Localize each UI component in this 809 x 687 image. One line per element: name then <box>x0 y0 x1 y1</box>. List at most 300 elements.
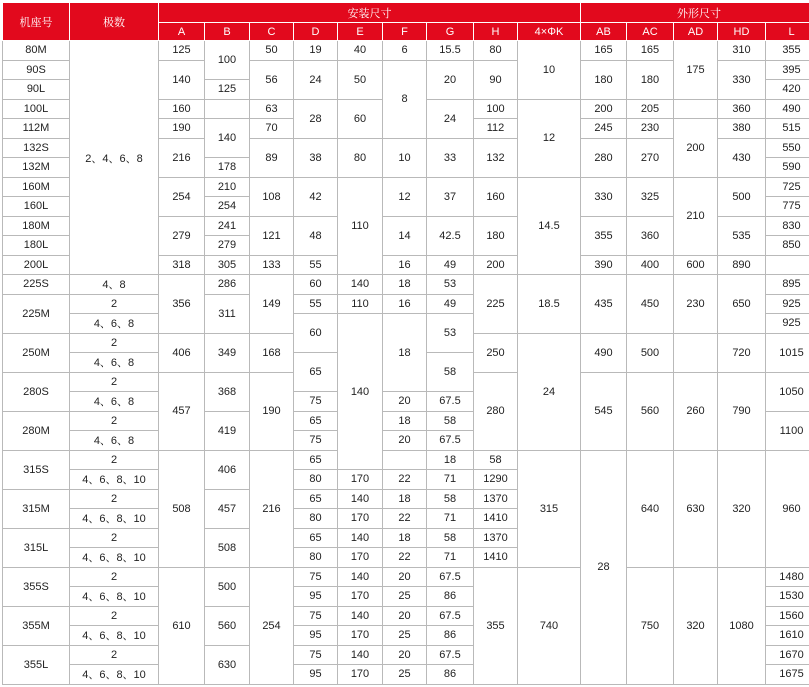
cell-e: 170 <box>338 626 383 646</box>
cell-k: 28 <box>581 450 627 684</box>
header-col-g: G <box>427 23 474 41</box>
cell-hd: 790 <box>718 372 766 450</box>
cell-a: 140 <box>159 60 205 99</box>
cell-a: 254 <box>159 177 205 216</box>
cell-f: 22 <box>383 548 427 568</box>
cell-l: 515 <box>766 119 809 139</box>
cell-d: 80 <box>294 509 338 529</box>
cell-a: 356 <box>159 275 205 334</box>
cell-g: 53 <box>427 275 474 295</box>
header-col-a: A <box>159 23 205 41</box>
cell-hd: 1080 <box>718 567 766 684</box>
cell-ac: 270 <box>627 138 674 177</box>
header-install-group: 安装尺寸 <box>159 3 581 23</box>
cell-c: 190 <box>250 372 294 450</box>
cell-l: 1480 <box>766 567 809 587</box>
cell-l: 925 <box>766 314 809 334</box>
poles-cell: 4、6、8、10 <box>70 587 159 607</box>
cell-ab: 180 <box>581 60 627 99</box>
cell-ad: 200 <box>674 119 718 178</box>
cell-b: 140 <box>205 119 250 158</box>
cell-c: 254 <box>250 567 294 684</box>
cell-ad <box>674 333 718 372</box>
cell-h: 160 <box>474 177 518 216</box>
cell-e: 170 <box>338 509 383 529</box>
cell-ab: 355 <box>581 216 627 255</box>
cell-e: 140 <box>338 567 383 587</box>
cell-f: 18 <box>383 314 427 392</box>
cell-c: 63 <box>250 99 294 119</box>
cell-l: 1100 <box>766 411 809 450</box>
cell-a: 610 <box>159 567 205 684</box>
cell-g: 58 <box>427 411 474 431</box>
cell-b: 630 <box>205 645 250 684</box>
cell-b: 508 <box>205 528 250 567</box>
cell-f: 25 <box>383 626 427 646</box>
frame-cell: 132S <box>3 138 70 158</box>
table-row <box>3 275 809 295</box>
cell-b: 406 <box>205 450 250 489</box>
header-col-ac: AC <box>627 23 674 41</box>
cell-ac: 325 <box>627 177 674 216</box>
poles-cell: 4、6、8 <box>70 392 159 412</box>
cell-e: 50 <box>338 60 383 99</box>
cell-f: 16 <box>383 255 427 275</box>
poles-cell: 4、6、8 <box>70 314 159 334</box>
cell-f: 20 <box>383 606 427 626</box>
cell-hd: 310 <box>718 41 766 61</box>
cell-l: 1370 <box>474 489 518 509</box>
cell-h: 355 <box>474 567 518 684</box>
frame-cell: 160M <box>3 177 70 197</box>
frame-cell: 160L <box>3 197 70 217</box>
cell-ab: 165 <box>581 41 627 61</box>
cell-ac: 500 <box>627 333 674 372</box>
cell-b: 210 <box>205 177 250 197</box>
poles-cell: 2 <box>70 489 159 509</box>
cell-b: 349 <box>205 333 250 372</box>
cell-b: 286 <box>205 275 250 295</box>
frame-cell: 180M <box>3 216 70 236</box>
cell-c: 56 <box>250 60 294 99</box>
cell-h: 200 <box>474 255 518 275</box>
cell-d: 65 <box>294 528 338 548</box>
cell-e: 110 <box>338 294 383 314</box>
cell-ab: 545 <box>581 372 627 450</box>
cell-g: 86 <box>427 626 474 646</box>
cell-d: 95 <box>294 626 338 646</box>
cell-b <box>205 99 250 119</box>
cell-b: 279 <box>205 236 250 256</box>
cell-c: 168 <box>250 333 294 372</box>
cell-h: 225 <box>474 275 518 334</box>
cell-ad <box>674 99 718 119</box>
poles-cell: 2 <box>70 528 159 548</box>
cell-l: 1675 <box>766 665 809 685</box>
cell-h: 132 <box>474 138 518 177</box>
cell-b: 178 <box>205 158 250 178</box>
poles-cell: 4、6、8、10 <box>70 470 159 490</box>
cell-d: 65 <box>294 450 338 470</box>
cell-e: 40 <box>338 41 383 61</box>
cell-ab: 435 <box>581 275 627 334</box>
cell-k: 18.5 <box>518 275 581 334</box>
frame-cell: 180L <box>3 236 70 256</box>
cell-a: 406 <box>159 333 205 372</box>
cell-ac: 750 <box>627 567 674 684</box>
header-col-f: F <box>383 23 427 41</box>
poles-cell: 4、6、8、10 <box>70 626 159 646</box>
cell-l: 1560 <box>766 606 809 626</box>
cell-d: 75 <box>294 431 338 451</box>
cell-e: 170 <box>338 587 383 607</box>
cell-g: 49 <box>427 255 474 275</box>
cell-g: 58 <box>427 528 474 548</box>
cell-e: 80 <box>338 138 383 177</box>
frame-cell: 355L <box>3 645 70 684</box>
cell-l: 725 <box>766 177 809 197</box>
poles-cell: 4、6、8、10 <box>70 509 159 529</box>
cell-e: 140 <box>338 489 383 509</box>
cell-l: 1410 <box>474 548 518 568</box>
poles-cell: 4、6、8、10 <box>70 548 159 568</box>
cell-hd: 330 <box>718 60 766 99</box>
frame-cell: 112M <box>3 119 70 139</box>
cell-f: 14 <box>383 216 427 255</box>
frame-cell: 355M <box>3 606 70 645</box>
cell-g: 86 <box>427 665 474 685</box>
header-frame: 机座号 <box>3 3 70 41</box>
cell-f: 18 <box>383 275 427 295</box>
cell-f: 25 <box>383 665 427 685</box>
cell-c: 216 <box>250 450 294 567</box>
header-col-c: C <box>250 23 294 41</box>
cell-g: 67.5 <box>427 606 474 626</box>
frame-cell: 225M <box>3 294 70 333</box>
cell-g: 58 <box>474 450 518 470</box>
cell-a: 125 <box>159 41 205 61</box>
cell-ac: 630 <box>674 450 718 567</box>
cell-e: 140 <box>338 528 383 548</box>
frame-cell: 90L <box>3 80 70 100</box>
cell-f: 22 <box>383 470 427 490</box>
cell-ab: 280 <box>581 138 627 177</box>
table-row <box>3 450 809 470</box>
cell-e: 140 <box>338 314 383 470</box>
frame-cell: 315M <box>3 489 70 528</box>
cell-d: 55 <box>294 294 338 314</box>
cell-h: 80 <box>474 41 518 61</box>
frame-cell: 100L <box>3 99 70 119</box>
cell-g: 67.5 <box>427 431 474 451</box>
cell-l: 1015 <box>766 333 809 372</box>
cell-h: 280 <box>474 372 518 450</box>
cell-c: 50 <box>250 41 294 61</box>
cell-h: 180 <box>474 216 518 255</box>
cell-d: 95 <box>294 587 338 607</box>
header-col-h: H <box>474 23 518 41</box>
frame-cell: 280M <box>3 411 70 450</box>
cell-ad: 210 <box>674 177 718 255</box>
cell-e: 60 <box>338 99 383 138</box>
cell-l: 490 <box>766 99 809 119</box>
cell-g: 37 <box>427 177 474 216</box>
cell-b: 125 <box>205 80 250 100</box>
cell-b: 241 <box>205 216 250 236</box>
cell-a: 160 <box>159 99 205 119</box>
cell-ab: 200 <box>581 99 627 119</box>
cell-g: 86 <box>427 587 474 607</box>
cell-c: 133 <box>250 255 294 275</box>
frame-cell: 250M <box>3 333 70 372</box>
cell-b: 311 <box>205 294 250 333</box>
header-col-b: B <box>205 23 250 41</box>
cell-ad: 320 <box>718 450 766 567</box>
poles-cell: 4、6、8、10 <box>70 665 159 685</box>
cell-b: 305 <box>205 255 250 275</box>
cell-e: 140 <box>338 275 383 295</box>
cell-g: 67.5 <box>427 645 474 665</box>
cell-g: 15.5 <box>427 41 474 61</box>
frame-cell: 315S <box>3 450 70 489</box>
table-row <box>3 41 809 61</box>
cell-hd: 500 <box>718 177 766 216</box>
cell-a: 190 <box>159 119 205 139</box>
header-poles: 极数 <box>70 3 159 41</box>
cell-ac: 450 <box>627 275 674 334</box>
header-col-e: E <box>338 23 383 41</box>
cell-h: 90 <box>474 60 518 99</box>
cell-l: 830 <box>766 216 809 236</box>
cell-c: 121 <box>250 216 294 255</box>
cell-g: 67.5 <box>427 567 474 587</box>
cell-c: 89 <box>250 138 294 177</box>
cell-f: 16 <box>383 294 427 314</box>
cell-e: 140 <box>338 606 383 626</box>
cell-d: 55 <box>294 255 338 275</box>
frame-cell: 315L <box>3 528 70 567</box>
cell-b: 457 <box>205 489 250 528</box>
frame-cell: 90S <box>3 60 70 80</box>
cell-l: 355 <box>766 41 809 61</box>
header-col-k: 4×ΦK <box>518 23 581 41</box>
cell-a: 457 <box>159 372 205 450</box>
poles-cell: 2 <box>70 450 159 470</box>
table-row <box>3 567 809 587</box>
cell-g: 58 <box>427 489 474 509</box>
cell-f: 10 <box>383 138 427 177</box>
cell-f: 12 <box>383 177 427 216</box>
cell-f: 20 <box>383 431 427 451</box>
cell-h: 100 <box>474 99 518 119</box>
cell-a: 318 <box>159 255 205 275</box>
cell-hd: 960 <box>766 450 809 567</box>
cell-d: 75 <box>294 606 338 626</box>
cell-g: 49 <box>427 294 474 314</box>
cell-b: 368 <box>205 372 250 411</box>
cell-f: 20 <box>383 567 427 587</box>
cell-d: 65 <box>294 353 338 392</box>
cell-l: 925 <box>766 294 809 314</box>
cell-e <box>383 450 427 470</box>
dimension-table <box>2 2 809 685</box>
cell-ac: 360 <box>627 216 674 255</box>
cell-g: 42.5 <box>427 216 474 255</box>
cell-ac: 560 <box>627 372 674 450</box>
cell-c: 70 <box>250 119 294 139</box>
cell-a: 279 <box>159 216 205 255</box>
cell-g: 58 <box>427 353 474 392</box>
cell-d: 19 <box>294 41 338 61</box>
cell-g: 24 <box>427 99 474 138</box>
cell-e: 140 <box>338 645 383 665</box>
cell-ab: 490 <box>581 333 627 372</box>
cell-b: 560 <box>205 606 250 645</box>
cell-d: 42 <box>294 177 338 216</box>
poles-cell: 2、4、6、8 <box>70 41 159 275</box>
cell-ab: 390 <box>581 255 627 275</box>
cell-l: 1410 <box>474 509 518 529</box>
cell-f: 20 <box>383 645 427 665</box>
cell-l: 1610 <box>766 626 809 646</box>
cell-a: 508 <box>159 450 205 567</box>
cell-l: 775 <box>766 197 809 217</box>
cell-l: 550 <box>766 138 809 158</box>
cell-g: 71 <box>427 509 474 529</box>
cell-d: 75 <box>294 645 338 665</box>
poles-cell: 2 <box>70 645 159 665</box>
cell-f: 8 <box>383 60 427 138</box>
cell-a: 216 <box>159 138 205 177</box>
cell-b: 500 <box>205 567 250 606</box>
cell-ab: 330 <box>581 177 627 216</box>
cell-l: 1050 <box>766 372 809 411</box>
cell-h: 112 <box>474 119 518 139</box>
cell-e: 170 <box>338 548 383 568</box>
frame-cell: 225S <box>3 275 70 295</box>
poles-cell: 2 <box>70 606 159 626</box>
poles-cell: 4、6、8 <box>70 431 159 451</box>
cell-g: 71 <box>427 548 474 568</box>
cell-k: 24 <box>518 333 581 450</box>
cell-d: 95 <box>294 665 338 685</box>
cell-f: 18 <box>383 489 427 509</box>
cell-f: 6 <box>383 41 427 61</box>
cell-l: 590 <box>766 158 809 178</box>
cell-d: 28 <box>294 99 338 138</box>
frame-cell: 132M <box>3 158 70 178</box>
poles-cell: 2 <box>70 567 159 587</box>
poles-cell: 4、6、8 <box>70 353 159 373</box>
cell-ab: 740 <box>518 567 581 684</box>
cell-ac: 205 <box>627 99 674 119</box>
cell-d: 60 <box>294 314 338 353</box>
cell-ad: 230 <box>674 275 718 334</box>
frame-cell: 280S <box>3 372 70 411</box>
cell-b: 254 <box>205 197 250 217</box>
header-col-d: D <box>294 23 338 41</box>
cell-h: 315 <box>518 450 581 567</box>
cell-l: 420 <box>766 80 809 100</box>
cell-b: 100 <box>205 41 250 80</box>
frame-cell: 200L <box>3 255 70 275</box>
frame-cell: 80M <box>3 41 70 61</box>
cell-ac: 230 <box>627 119 674 139</box>
cell-f: 20 <box>383 392 427 412</box>
cell-f: 18 <box>383 528 427 548</box>
cell-d: 80 <box>294 548 338 568</box>
cell-hd: 380 <box>718 119 766 139</box>
cell-g: 67.5 <box>427 392 474 412</box>
cell-ac: 180 <box>627 60 674 99</box>
cell-f: 18 <box>383 411 427 431</box>
cell-b: 419 <box>205 411 250 450</box>
cell-l: 850 <box>766 236 809 256</box>
cell-hd: 360 <box>718 99 766 119</box>
cell-hd: 720 <box>718 333 766 372</box>
cell-hd: 600 <box>674 255 718 275</box>
cell-f: 25 <box>383 587 427 607</box>
cell-d: 38 <box>294 138 338 177</box>
cell-g: 53 <box>427 314 474 353</box>
cell-l: 1670 <box>766 645 809 665</box>
cell-c: 108 <box>250 177 294 216</box>
cell-e: 170 <box>338 470 383 490</box>
cell-hd: 535 <box>718 216 766 255</box>
cell-h: 250 <box>474 333 518 372</box>
cell-l: 1290 <box>474 470 518 490</box>
cell-d: 48 <box>294 216 338 255</box>
cell-ab: 245 <box>581 119 627 139</box>
cell-d: 75 <box>294 567 338 587</box>
cell-d: 24 <box>294 60 338 99</box>
cell-g: 20 <box>427 60 474 99</box>
cell-e: 110 <box>338 177 383 275</box>
header-col-ab: AB <box>581 23 627 41</box>
header-col-ad: AD <box>674 23 718 41</box>
cell-ad: 175 <box>674 41 718 100</box>
cell-l: 395 <box>766 60 809 80</box>
cell-ad: 260 <box>674 372 718 450</box>
poles-cell: 2 <box>70 333 159 353</box>
cell-ac: 165 <box>627 41 674 61</box>
cell-l: 1370 <box>474 528 518 548</box>
cell-hd: 430 <box>718 138 766 177</box>
cell-g: 71 <box>427 470 474 490</box>
cell-k: 12 <box>518 99 581 177</box>
header-col-hd: HD <box>718 23 766 41</box>
poles-cell: 4、8 <box>70 275 159 295</box>
cell-ad: 320 <box>674 567 718 684</box>
cell-d: 60 <box>294 275 338 295</box>
poles-cell: 2 <box>70 411 159 431</box>
cell-ac: 400 <box>627 255 674 275</box>
header-col-l: L <box>766 23 809 41</box>
header-outline-group: 外形尺寸 <box>581 3 809 23</box>
cell-g: 33 <box>427 138 474 177</box>
cell-l: 895 <box>766 275 809 295</box>
cell-d: 65 <box>294 411 338 431</box>
cell-l: 1530 <box>766 587 809 607</box>
cell-d: 75 <box>294 392 338 412</box>
cell-f: 18 <box>427 450 474 470</box>
cell-c: 149 <box>250 275 294 334</box>
cell-d: 80 <box>294 470 338 490</box>
cell-f: 22 <box>383 509 427 529</box>
poles-cell: 2 <box>70 372 159 392</box>
cell-d: 65 <box>294 489 338 509</box>
cell-hd: 650 <box>718 275 766 334</box>
